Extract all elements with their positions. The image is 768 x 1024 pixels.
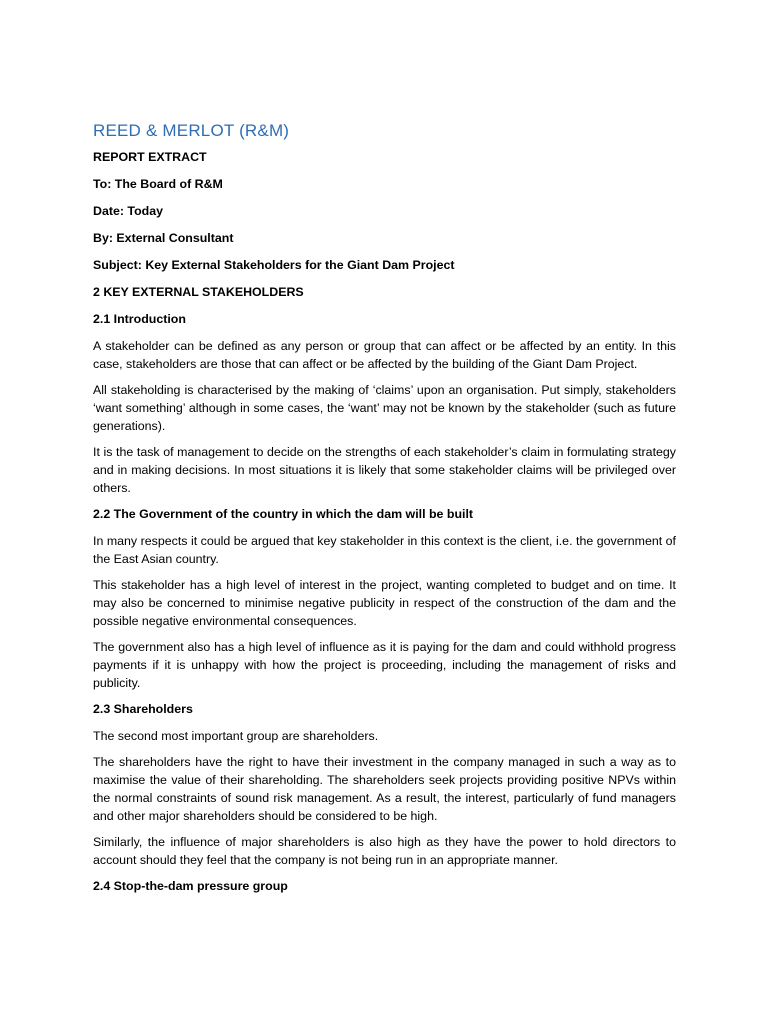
intro-paragraph-2: All stakeholding is characterised by the making of ‘claims’ upon an organisation. Put simply, stakeholders ‘want something’ although in some cases, the ‘want’ may not be known by the stakeholder (such as future generations). [93, 383, 676, 433]
report-label: REPORT EXTRACT [93, 150, 207, 164]
intro-paragraph-3: It is the task of management to decide on the strengths of each stakeholder’s claim in formulating strategy and in making decisions. In most situations it is likely that some stakeholder claims will be privileged over others. [93, 445, 676, 495]
by-line: By: External Consultant [93, 231, 234, 245]
section-heading: 2 KEY EXTERNAL STAKEHOLDERS [93, 285, 304, 299]
shareholders-paragraph-1: The second most important group are shareholders. [93, 729, 379, 743]
document-page [93, 118, 676, 904]
shareholders-paragraph-2: The shareholders have the right to have their investment in the company managed in such a way as to maximise the value of their shareholding. The shareholders seek projects providing positive NPVs within the normal constraints of sound risk management. As a result, the interest, particularly of fund managers and other major shareholders should be considered to be high. [93, 755, 676, 823]
intro-paragraph-1: A stakeholder can be defined as any person or group that can affect or be affected by an entity. In this case, stakeholders are those that can affect or be affected by the building of the Giant Dam Project. [93, 339, 676, 371]
company-title: REED & MERLOT (R&M) [93, 121, 290, 140]
intro-heading: 2.1 Introduction [93, 312, 186, 326]
shareholders-paragraph-3: Similarly, the influence of major shareholders is also high as they have the power to hold directors to account should they feel that the company is not being run in an appropriate manner. [93, 835, 676, 867]
pressure-group-heading: 2.4 Stop-the-dam pressure group [93, 879, 288, 893]
government-paragraph-3: The government also has a high level of influence as it is paying for the dam and could withhold progress payments if it is unhappy with how the project is proceeding, including the management of risks and publicity. [93, 640, 676, 690]
government-heading: 2.2 The Government of the country in which the dam will be built [93, 507, 474, 521]
shareholders-heading: 2.3 Shareholders [93, 702, 193, 716]
government-paragraph-1: In many respects it could be argued that key stakeholder in this context is the client, i.e. the government of the East Asian country. [93, 534, 676, 566]
subject-line: Subject: Key External Stakeholders for the Giant Dam Project [93, 258, 455, 272]
date-line: Date: Today [93, 204, 163, 218]
to-line: To: The Board of R&M [93, 177, 223, 191]
government-paragraph-2: This stakeholder has a high level of interest in the project, wanting completed to budget and on time. It may also be concerned to minimise negative publicity in respect of the construction of the dam and the possible negative environmental consequences. [93, 578, 676, 628]
